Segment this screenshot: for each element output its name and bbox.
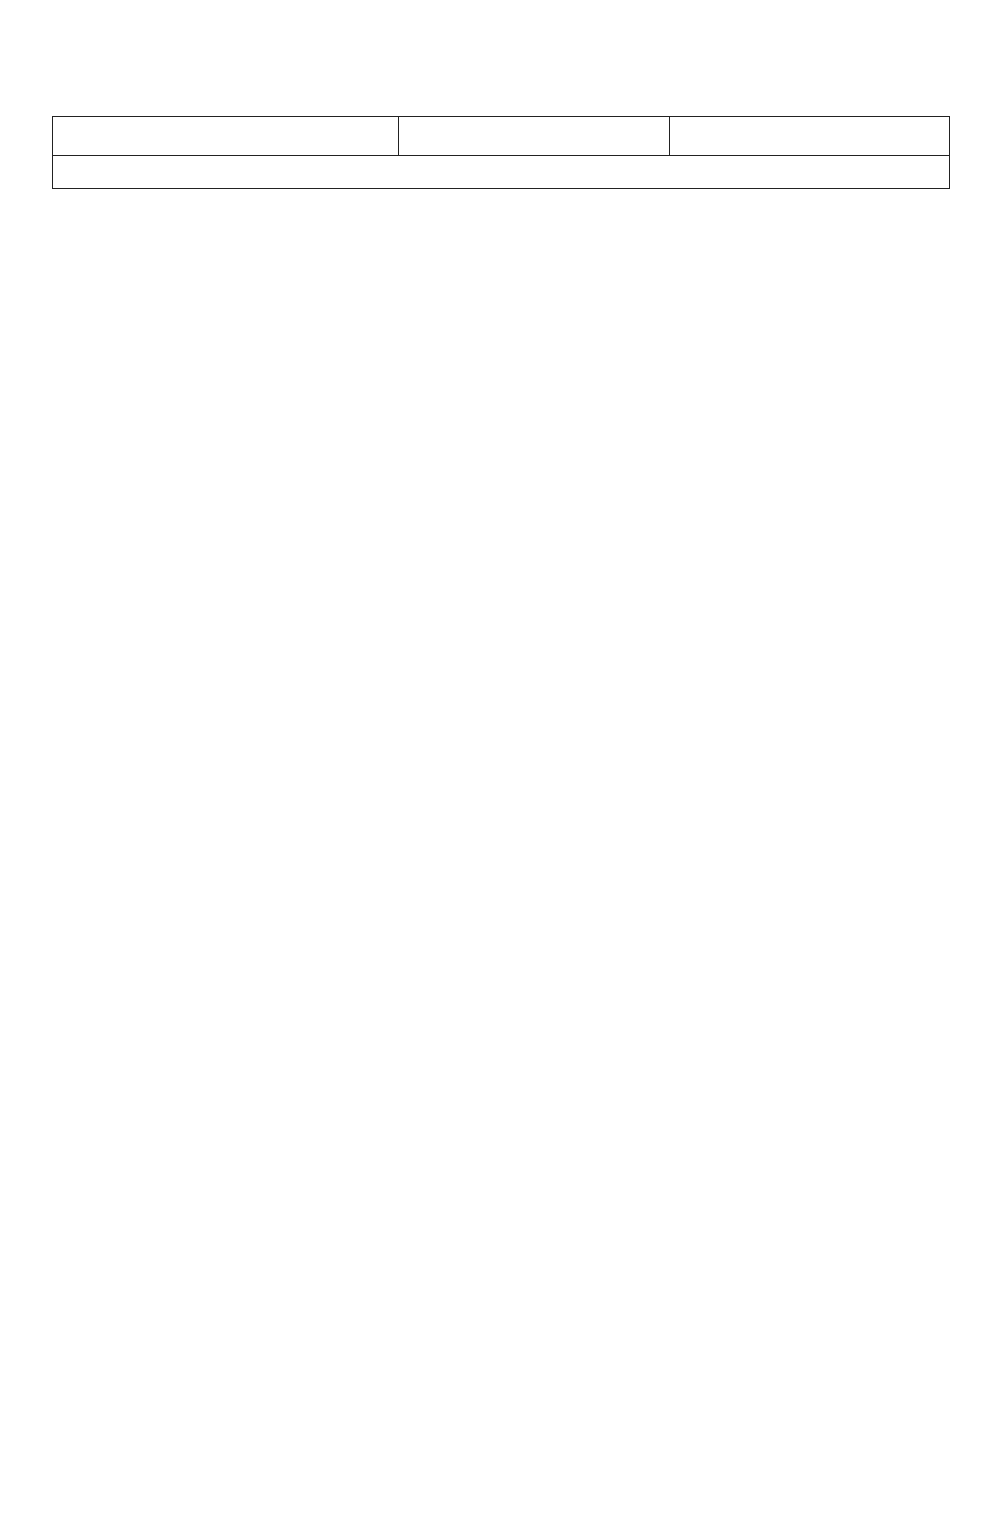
section-row [53, 156, 950, 189]
section1-label [53, 156, 950, 189]
table-header-row [53, 117, 950, 156]
price-table [52, 116, 950, 189]
header-gasoline [399, 117, 670, 156]
header-diesel [670, 117, 950, 156]
header-region [53, 117, 399, 156]
